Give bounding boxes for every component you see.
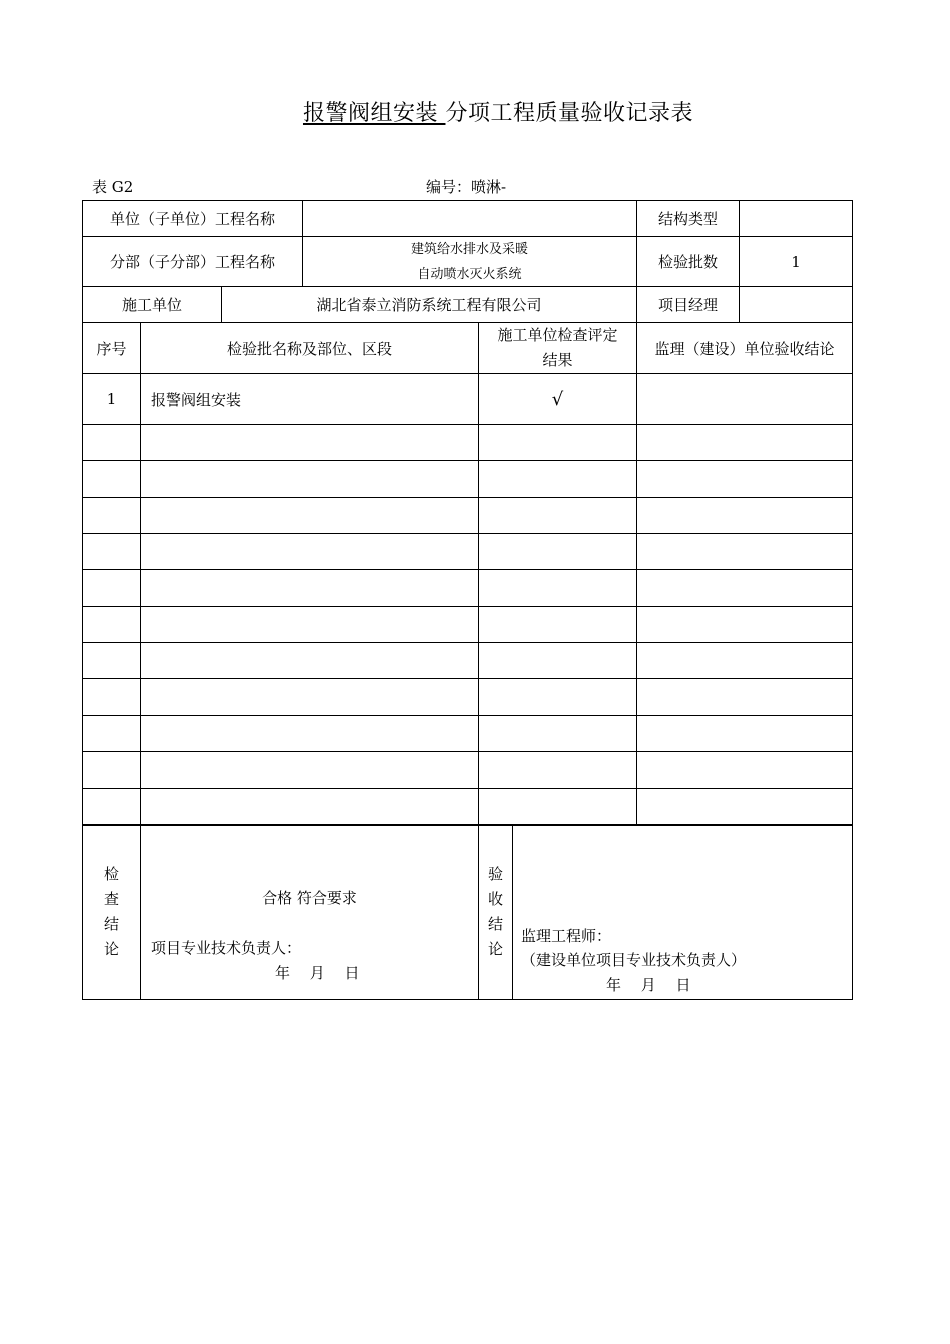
accept-char-4: 论 [487,940,503,958]
unit-name-value [302,200,637,237]
empty-table-cell [140,678,479,716]
empty-table-cell [82,533,141,570]
empty-table-cell [478,424,637,461]
empty-table-cell [478,533,637,570]
structure-type-label: 结构类型 [636,200,740,237]
empty-table-cell [140,460,479,498]
column-header-seq: 序号 [82,322,141,374]
date-left: 年 月 日 [275,964,360,982]
subsection-value-line1: 建筑给水排水及采暖 [410,241,528,257]
empty-table-cell [636,533,853,570]
empty-table-cell [636,751,853,789]
table-row-seq: 1 [82,373,141,425]
column-header-contractor-result-line1: 施工单位检查评定 [497,326,618,344]
subsection-label: 分部（子分部）工程名称 [82,236,303,287]
column-header-supervisor-result: 监理（建设）单位验收结论 [636,322,853,374]
empty-table-cell [82,642,141,679]
empty-table-cell [478,460,637,498]
check-conclusion-heading [82,824,141,1000]
table-row-check-mark: √ [478,373,637,425]
empty-table-cell [82,460,141,498]
empty-table-cell [140,497,479,534]
empty-table-cell [478,788,637,826]
empty-table-cell [636,642,853,679]
serial-number: 编号：喷淋- [426,178,507,196]
empty-table-cell [82,424,141,461]
accept-char-1: 验 [487,865,503,883]
empty-table-cell [636,788,853,826]
unit-name-label: 单位（子单位）工程名称 [82,200,303,237]
contractor-value: 湖北省泰立消防系统工程有限公司 [221,286,637,323]
accept-conclusion-heading [478,824,513,1000]
empty-table-cell [82,751,141,789]
structure-type-value [739,200,853,237]
empty-table-cell [636,606,853,643]
check-char-3: 结 [103,915,119,933]
batch-count-value: 1 [739,236,853,287]
owner-lead-label: （建设单位项目专业技术负责人） [521,951,747,969]
empty-table-cell [82,678,141,716]
empty-table-cell [140,424,479,461]
empty-table-cell [140,788,479,826]
empty-table-cell [478,569,637,607]
empty-table-cell [636,424,853,461]
check-char-1: 检 [103,865,119,883]
table-number: 表 G2 [92,178,134,196]
empty-table-cell [478,751,637,789]
page-title [0,96,950,127]
project-manager-label: 项目经理 [636,286,740,323]
empty-table-cell [478,678,637,716]
empty-table-cell [140,533,479,570]
column-header-contractor-result-line2: 结果 [542,351,573,369]
check-conclusion-text: 合格 符合要求 [262,889,357,907]
accept-char-2: 收 [487,890,503,908]
check-char-4: 论 [103,940,119,958]
empty-table-cell [82,715,141,752]
accept-char-3: 结 [487,915,503,933]
empty-table-cell [636,460,853,498]
empty-table-cell [140,569,479,607]
empty-table-cell [478,497,637,534]
subsection-value-line2: 自动喷水灭火系统 [417,266,522,282]
empty-table-cell [636,678,853,716]
empty-table-cell [478,715,637,752]
project-manager-value [739,286,853,323]
column-header-name: 检验批名称及部位、区段 [140,322,479,374]
title-item-name: 报警阀组安装 [302,101,446,126]
empty-table-cell [140,715,479,752]
accept-conclusion-cell [512,824,853,1000]
empty-table-cell [478,606,637,643]
check-char-2: 查 [103,890,119,908]
empty-table-cell [82,606,141,643]
supervisor-engineer-label: 监理工程师： [521,927,612,945]
tech-lead-label: 项目专业技术负责人： [151,939,302,957]
empty-table-cell [140,751,479,789]
date-right: 年 月 日 [606,976,691,994]
empty-table-cell [636,569,853,607]
empty-table-cell [82,497,141,534]
empty-table-cell [140,606,479,643]
empty-table-cell [636,497,853,534]
empty-table-cell [140,642,479,679]
empty-table-cell [636,715,853,752]
title-suffix: 分项工程质量验收记录表 [445,101,693,126]
column-header-contractor-result [478,322,637,374]
batch-count-label: 检验批数 [636,236,740,287]
table-row-supervisor [636,373,853,425]
empty-table-cell [478,642,637,679]
subsection-value [302,236,637,287]
empty-table-cell [82,569,141,607]
empty-table-cell [82,788,141,826]
table-row-name: 报警阀组安装 [140,373,479,425]
check-conclusion-cell [140,824,479,1000]
contractor-label: 施工单位 [82,286,222,323]
